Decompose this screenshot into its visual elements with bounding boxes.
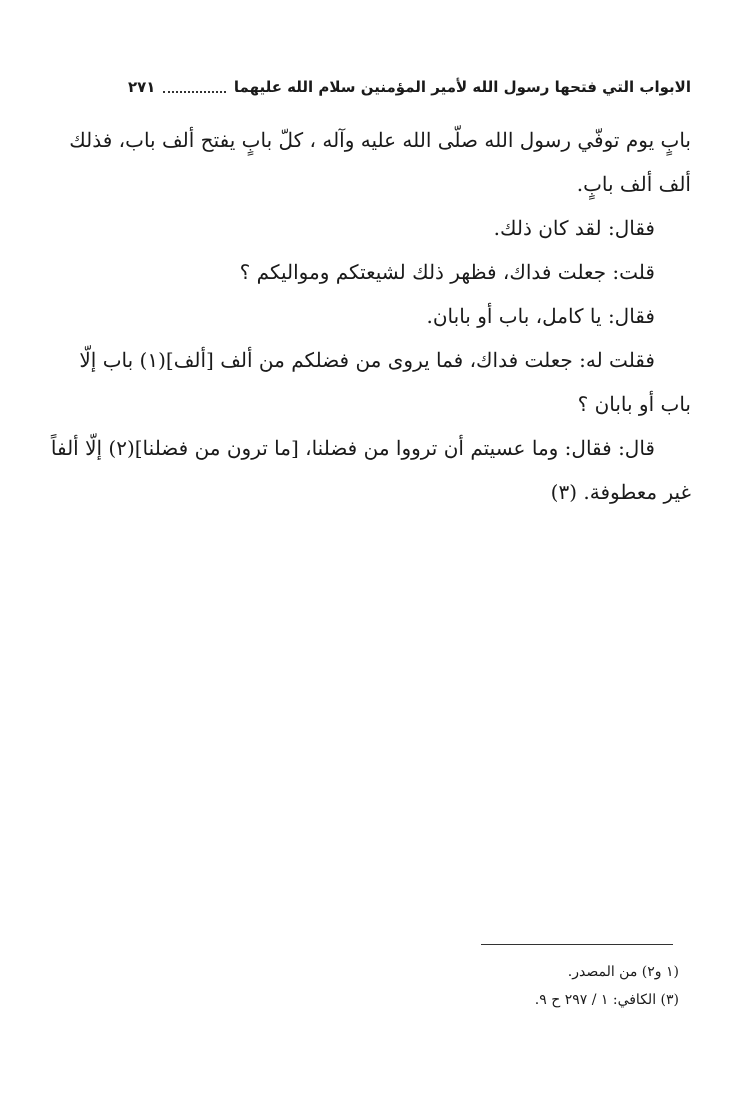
footnote: (٣) الكافي: ١ / ٢٩٧ ح ٩.	[534, 992, 679, 1008]
text-line: بابٍ يوم توفّي رسول الله صلّى الله عليه وآله ، كلّ بابٍ يفتح ألف باب، فذلك	[69, 128, 691, 152]
text-line: قلت: جعلت فداك، فظهر ذلك لشيعتكم ومواليكم ؟	[239, 260, 655, 284]
text-line: فقلت له: جعلت فداك، فما يروى من فضلكم من ألف [ألف](١) باب إلّا	[79, 348, 655, 372]
page-number: ٢٧١	[128, 78, 156, 96]
header-title: الابواب التي فتحها رسول الله لأمير المؤمنين سلام الله عليهما	[233, 78, 691, 96]
text-line: غير معطوفة. (٣)	[550, 480, 691, 504]
main-text	[50, 118, 691, 514]
text-line: قال: فقال: وما عسيتم أن ترووا من فضلنا، [ما ترون من فضلنا](٢) إلّا ألفاً	[50, 436, 655, 460]
running-header	[128, 74, 691, 100]
text-line: ألف ألف بابٍ.	[576, 172, 691, 196]
text-line: فقال: لقد كان ذلك.	[493, 216, 655, 240]
text-line: باب أو بابان ؟	[577, 392, 691, 416]
footnotes	[359, 958, 679, 1014]
text-line: فقال: يا كامل، باب أو بابان.	[426, 304, 655, 328]
footnote-separator	[481, 944, 673, 945]
footnote: (١ و٢) من المصدر.	[567, 964, 679, 980]
header-leader-dots	[163, 81, 225, 93]
